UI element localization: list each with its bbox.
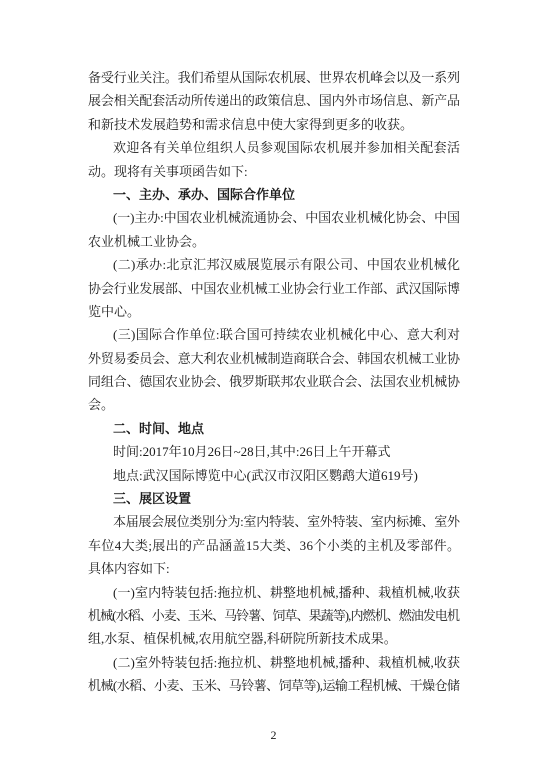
paragraph-line — [88, 464, 460, 487]
line-text: 同组合、德国农业协会、俄罗斯联邦农业联合会、法国农业机械协 — [88, 374, 460, 390]
paragraph — [88, 440, 460, 463]
line-text: 览中心。 — [88, 303, 141, 319]
paragraph — [88, 510, 460, 580]
line-text: 和新技术发展趋势和需求信息中使大家得到更多的收获。 — [88, 116, 414, 132]
paragraph-line — [88, 604, 460, 627]
paragraph-line — [88, 113, 460, 136]
paragraph-line — [88, 253, 460, 276]
paragraph-line — [88, 277, 460, 300]
line-text: 备受行业关注。我们希望从国际农机展、世界农机峰会以及一系列 — [88, 70, 460, 85]
paragraph — [88, 136, 460, 183]
paragraph-line — [88, 674, 460, 697]
line-text: 农业机械工业协会。 — [88, 233, 206, 249]
line-text: 外贸易委员会、意大利农业机械制造商联合会、韩国农机械工业协 — [88, 350, 460, 366]
paragraph-line — [88, 627, 460, 650]
paragraph — [88, 323, 460, 417]
paragraph — [88, 464, 460, 487]
paragraph — [88, 651, 460, 698]
body-text — [88, 66, 460, 698]
line-text: (一)主办:中国农业机械流通协会、中国农业机械化协会、中国 — [113, 210, 460, 226]
line-text: (二)承办:北京汇邦汉威展览展示有限公司、中国农业机械化 — [113, 257, 461, 273]
paragraph — [88, 253, 460, 323]
line-text: 会。 — [88, 397, 115, 413]
paragraph-line — [88, 370, 460, 393]
paragraph-line — [88, 534, 460, 557]
paragraph — [88, 66, 460, 136]
paragraph-line — [88, 136, 460, 159]
heading-text: 一、主办、承办、国际合作单位 — [113, 186, 296, 202]
paragraph-line — [88, 230, 460, 253]
heading-text: 二、时间、地点 — [113, 420, 205, 436]
paragraph-line — [88, 300, 460, 323]
line-text: 展会相关配套活动所传递出的政策信息、国内外市场信息、新产品 — [88, 93, 460, 109]
section-heading — [88, 487, 460, 510]
line-text: 协会行业发展部、中国农业机械工业协会行业工作部、武汉国际博 — [88, 280, 460, 296]
line-text: 本届展会展位类别分为:室内特装、室外特装、室内标摊、室外 — [113, 514, 460, 530]
paragraph-line — [88, 393, 460, 416]
paragraph — [88, 206, 460, 253]
paragraph-line — [88, 651, 460, 674]
line-text: 欢迎各有关单位组织人员参观国际农机展并参加相关配套活 — [113, 140, 461, 156]
paragraph-line — [88, 510, 460, 533]
line-text: (一)室内特装包括:拖拉机、耕整地机械,播种、栽植机械,收获 — [113, 584, 461, 600]
line-text: 具体内容如下: — [88, 561, 170, 577]
paragraph-line — [88, 581, 460, 604]
line-text: 机械(水稻、小麦、玉米、马铃薯、饲草、果蔬等),内燃机、燃油发电机 — [88, 607, 460, 623]
line-text: (三)国际合作单位:联合国可持续农业机械化中心、意大利对 — [113, 327, 461, 343]
paragraph-line — [88, 347, 460, 370]
heading-text: 三、展区设置 — [113, 491, 192, 507]
line-text: (二)室外特装包括:拖拉机、耕整地机械,播种、栽植机械,收获 — [113, 654, 461, 670]
section-heading — [88, 417, 460, 440]
paragraph — [88, 581, 460, 651]
line-text: 动。现将有关事项函告如下: — [88, 163, 248, 179]
line-text: 组,水泵、植保机械,农用航空器,科研院所新技术成果。 — [88, 631, 397, 647]
paragraph-line — [88, 66, 460, 89]
line-text: 地点:武汉国际博览中心(武汉市汉阳区鹦鹉大道619号) — [113, 467, 418, 483]
paragraph-line — [88, 440, 460, 463]
line-text: 时间:2017年10月26日~28日,其中:26日上午开幕式 — [113, 444, 391, 460]
paragraph-line — [88, 323, 460, 346]
paragraph-line — [88, 557, 460, 580]
paragraph-line — [88, 160, 460, 183]
line-text: 机械(水稻、小麦、玉米、马铃薯、饲草等),运输工程机械、干燥仓储 — [88, 678, 460, 694]
section-heading — [88, 183, 460, 206]
line-text: 车位4大类;展出的产品涵盖15大类、36个小类的主机及零部件。 — [88, 537, 461, 553]
page-number: 2 — [270, 728, 277, 742]
paragraph-line — [88, 89, 460, 112]
paragraph-line — [88, 206, 460, 229]
